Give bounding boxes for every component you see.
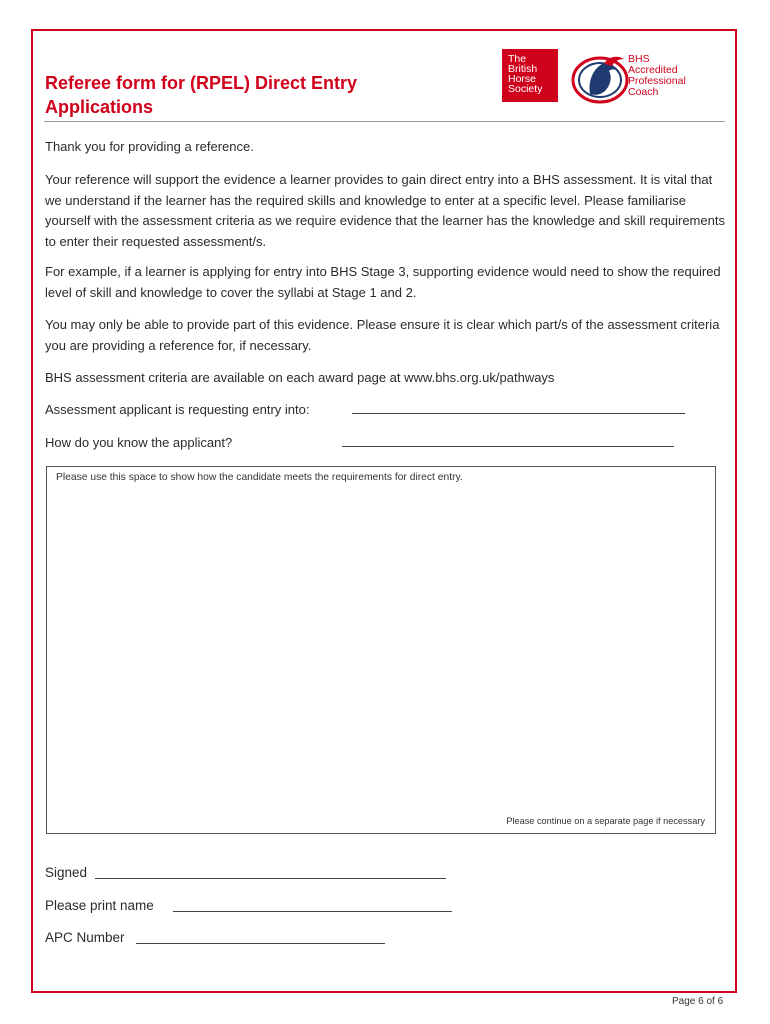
apc-logo-line-3: Professional bbox=[628, 75, 686, 87]
know-applicant-field[interactable] bbox=[342, 446, 674, 447]
horse-head-icon bbox=[570, 50, 630, 106]
page-number: Page 6 of 6 bbox=[672, 996, 724, 1007]
intro-paragraph-4: BHS assessment criteria are available on each award page at www.bhs.org.uk/pathways bbox=[45, 370, 555, 385]
evidence-instruction: Please use this space to show how the candidate meets the requirements for direct entry. bbox=[56, 472, 463, 483]
bhs-logo-line-4: Society bbox=[508, 83, 543, 95]
intro-paragraph-2: For example, if a learner is applying for entry into BHS Stage 3, supporting evidence would need to show the required level of skill and knowledge to cover the syllabi at Stage 1 and 2. bbox=[45, 264, 721, 300]
know-applicant-label: How do you know the applicant? bbox=[45, 435, 233, 450]
bhs-logo-line-3: Horse bbox=[508, 73, 537, 85]
page-title: Referee form for (RPEL) Direct Entry Applications bbox=[45, 73, 358, 117]
header-divider bbox=[44, 121, 725, 122]
assessment-field[interactable] bbox=[352, 413, 685, 414]
intro-paragraph-3: You may only be able to provide part of this evidence. Please ensure it is clear which part/s of the assessment criteria you are providing a reference for, if necessary. bbox=[45, 317, 720, 353]
apc-logo-line-2: Accredited bbox=[628, 64, 678, 76]
apc-number-label: APC Number bbox=[45, 930, 125, 945]
thanks-text: Thank you for providing a reference. bbox=[45, 139, 254, 154]
assessment-field-label: Assessment applicant is requesting entry into: bbox=[45, 402, 310, 417]
intro-paragraph-1: Your reference will support the evidence a learner provides to gain direct entry into a BHS assessment. It is vital that we understand if the learner has the required skills and knowledge to enter at a specific level. Please familiarise yourself with the assessment criteria as we require evidence that the learner has the knowledge and skill requirements to enter their requested assessment/s. bbox=[45, 172, 725, 249]
print-name-label: Please print name bbox=[45, 898, 154, 913]
bhs-logo bbox=[502, 49, 558, 102]
evidence-textarea[interactable] bbox=[46, 466, 716, 834]
print-name-field[interactable] bbox=[173, 911, 452, 912]
apc-number-field[interactable] bbox=[136, 943, 385, 944]
continue-note: Please continue on a separate page if necessary bbox=[506, 816, 705, 826]
signed-label: Signed bbox=[45, 865, 88, 880]
apc-logo-line-1: BHS bbox=[628, 53, 650, 65]
apc-logo-line-4: Coach bbox=[628, 86, 659, 98]
apc-logo bbox=[628, 54, 686, 98]
signature-field[interactable] bbox=[95, 878, 446, 879]
bhs-logo-line-1: The bbox=[508, 53, 527, 65]
bhs-logo-line-2: British bbox=[508, 63, 538, 75]
